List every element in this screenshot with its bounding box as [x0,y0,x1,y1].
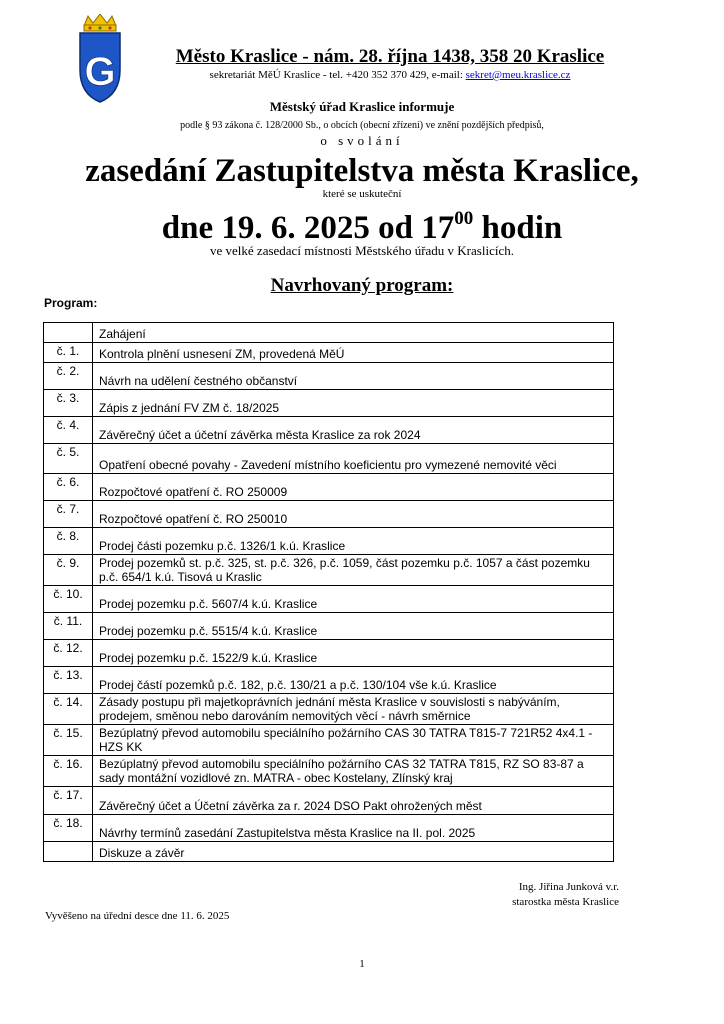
agenda-table [43,322,614,862]
agenda-row [44,323,614,343]
agenda-item-number: č. 12. [44,640,93,667]
agenda-row [44,694,614,725]
agenda-row [44,363,614,390]
agenda-row [44,842,614,862]
agenda-row [44,586,614,613]
page-number: 1 [359,958,365,970]
agenda-item-text: Rozpočtové opatření č. RO 250010 [93,501,614,528]
posted-date: Vyvěšeno na úřední desce dne 11. 6. 2025 [45,910,230,922]
legal-basis: podle § 93 zákona č. 128/2000 Sb., o obcích (obecní zřízení) ve znění pozdějších předpisů, [180,120,544,131]
meeting-venue: ve velké zasedací místnosti Městského úřadu v Kraslicích. [210,243,514,258]
program-heading: Navrhovaný program: [270,275,454,296]
agenda-item-text: Zápis z jednání FV ZM č. 18/2025 [93,390,614,417]
agenda-item-number: č. 5. [44,444,93,474]
agenda-item-text: Návrhy termínů zasedání Zastupitelstva města Kraslice na II. pol. 2025 [93,815,614,842]
agenda-item-text: Závěrečný účet a Účetní závěrka za r. 2024 DSO Pakt ohrožených měst [93,787,614,815]
agenda-item-number: č. 11. [44,613,93,640]
agenda-item-text: Bezúplatný převod automobilu speciálního požárního CAS 30 TATRA T815-7 721R52 4x4.1 - HZS KK [93,725,614,756]
agenda-item-text: Kontrola plnění usnesení ZM, provedená MěÚ [93,343,614,363]
agenda-item-number: č. 10. [44,586,93,613]
agenda-row [44,417,614,444]
agenda-item-text: Prodej pozemku p.č. 5515/4 k.ú. Kraslice [93,613,614,640]
agenda-item-text: Prodej pozemků st. p.č. 325, st. p.č. 326, p.č. 1059, část pozemku p.č. 1057 a část pozemku p.č. 654/1 k.ú. Tisová u Kraslic [93,555,614,586]
meeting-date [0,201,724,248]
date-main: dne 19. 6. 2025 od 17 [161,210,455,246]
crown-icon [84,14,116,31]
agenda-item-text: Prodej části pozemku p.č. 1326/1 k.ú. Kraslice [93,528,614,555]
agenda-item-number: č. 8. [44,528,93,555]
agenda-item-number: č. 16. [44,756,93,787]
agenda-row [44,667,614,694]
date-minutes: 00 [454,208,474,229]
agenda-row [44,528,614,555]
agenda-row [44,343,614,363]
meeting-title: zasedání Zastupitelstva města Kraslice, [85,153,639,189]
agenda-item-text: Závěrečný účet a účetní závěrka města Kraslice za rok 2024 [93,417,614,444]
agenda-item-number: č. 4. [44,417,93,444]
agenda-item-number: č. 18. [44,815,93,842]
agenda-row [44,501,614,528]
agenda-item-text: Zahájení [93,323,614,343]
address-line: Město Kraslice - nám. 28. října 1438, 358 20 Kraslice [175,46,605,67]
agenda-row [44,555,614,586]
agenda-item-text: Prodej pozemku p.č. 5607/4 k.ú. Kraslice [93,586,614,613]
agenda-item-number [44,842,93,862]
contact-line [150,68,630,82]
agenda-item-number: č. 6. [44,474,93,501]
agenda-item-text: Rozpočtové opatření č. RO 250009 [93,474,614,501]
agenda-item-text: Návrh na udělení čestného občanství [93,363,614,390]
contact-prefix: sekretariát MěÚ Kraslice - tel. +420 352 370 429, e-mail: [209,69,466,81]
signatory-name: Ing. Jiřina Junková v.r. [518,881,619,893]
convocation-text: o svolání [320,133,404,148]
agenda-item-number: č. 13. [44,667,93,694]
agenda-item-number: č. 15. [44,725,93,756]
agenda-row [44,640,614,667]
agenda-row [44,725,614,756]
which-takes-place: které se uskuteční [322,188,402,200]
agenda-item-number: č. 14. [44,694,93,725]
agenda-item-number: č. 3. [44,390,93,417]
informs-heading: Městský úřad Kraslice informuje [269,99,455,114]
date-suffix: hodin [473,210,563,246]
agenda-item-number: č. 2. [44,363,93,390]
agenda-item-number: č. 9. [44,555,93,586]
svg-text:G: G [84,50,116,94]
agenda-item-text: Prodej částí pozemků p.č. 182, p.č. 130/21 a p.č. 130/104 vše k.ú. Kraslice [93,667,614,694]
agenda-item-number: č. 7. [44,501,93,528]
agenda-row [44,815,614,842]
kraslice-coat-of-arms-icon [76,14,124,104]
agenda-row [44,474,614,501]
agenda-row [44,756,614,787]
agenda-item-text: Bezúplatný převod automobilu speciálního požárního CAS 32 TATRA T815, RZ SO 83-87 a sady montážní vozidlové zn. MATRA - obec Kostelany, Zlínský kraj [93,756,614,787]
signatory-role: starostka města Kraslice [512,896,619,908]
agenda-item-text: Zásady postupu při majetkoprávních jednání města Kraslice v souvislosti s nabýváním, prodejem, směnou nebo darováním nemovitých věcí - návrh směrnice [93,694,614,725]
agenda-item-number: č. 1. [44,343,93,363]
agenda-item-number [44,323,93,343]
email-link[interactable]: sekret@meu.kraslice.cz [465,69,571,81]
agenda-item-number: č. 17. [44,787,93,815]
agenda-row [44,613,614,640]
program-label: Program: [44,296,98,310]
agenda-row [44,444,614,474]
agenda-body [44,323,614,862]
agenda-row [44,390,614,417]
agenda-item-text: Opatření obecné povahy - Zavedení místního koeficientu pro vymezené nemovité věci [93,444,614,474]
agenda-item-text: Diskuze a závěr [93,842,614,862]
agenda-item-text: Prodej pozemku p.č. 1522/9 k.ú. Kraslice [93,640,614,667]
agenda-row [44,787,614,815]
